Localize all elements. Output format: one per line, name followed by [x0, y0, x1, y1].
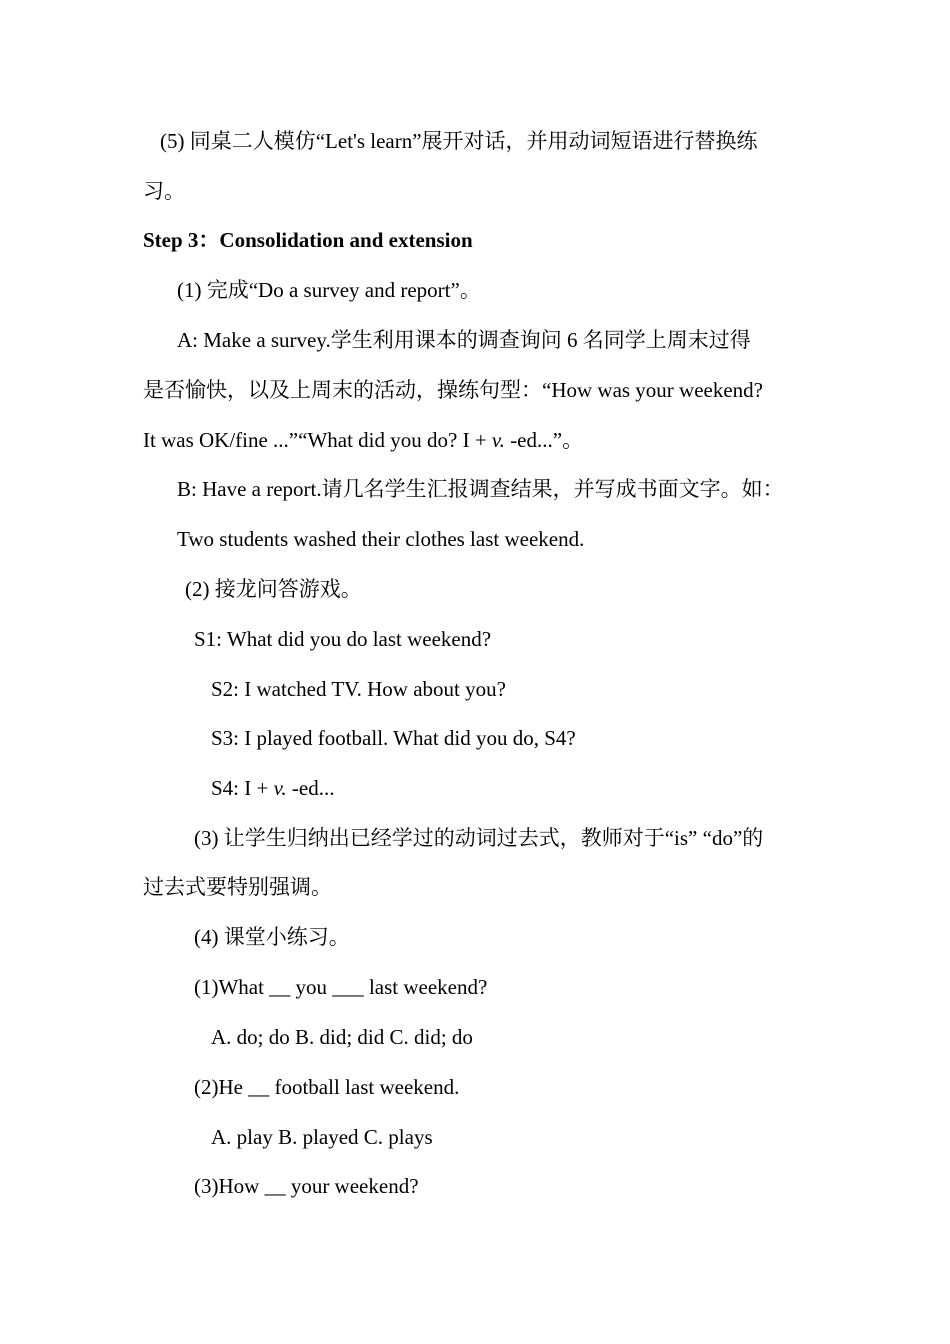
verb-abbrev: v.	[273, 776, 287, 800]
exercise-question-2: (2)He __ football last weekend.	[194, 1075, 460, 1099]
dialogue-s1: S1: What did you do last weekend?	[194, 627, 492, 651]
sentence-pattern-end: -ed...”。	[504, 428, 584, 452]
report-example: Two students washed their clothes last weekend.	[177, 527, 585, 551]
survey-instruction: A: Make a survey.学生利用课本的调查询问 6 名同学上周末过得	[177, 328, 751, 352]
report-instruction: B: Have a report.请几名学生汇报调查结果，并写成书面文字。如：	[177, 477, 784, 501]
survey-instruction-cont: 是否愉快，以及上周末的活动，操练句型：“How was your weekend?	[143, 378, 764, 402]
item-chain-game: (2) 接龙问答游戏。	[185, 577, 362, 601]
exercise-options-1: A. do; do B. did; did C. did; do	[211, 1025, 473, 1049]
dialogue-s2: S2: I watched TV. How about you?	[211, 677, 506, 701]
item-classroom-exercise: (4) 课堂小练习。	[194, 925, 350, 949]
dialogue-s3: S3: I played football. What did you do, S4?	[211, 726, 576, 750]
paragraph-step2-item5-cont: 习。	[143, 179, 185, 203]
dialogue-s4-end: -ed...	[286, 776, 335, 800]
survey-sentence-pattern	[143, 426, 583, 454]
item-past-tense-summary-cont: 过去式要特别强调。	[143, 875, 332, 899]
exercise-question-3: (3)How __ your weekend?	[194, 1174, 419, 1198]
paragraph-step2-item5: (5) 同桌二人模仿“Let's learn”展开对话，并用动词短语进行替换练	[160, 129, 758, 153]
exercise-question-1: (1)What __ you ___ last weekend?	[194, 975, 488, 999]
exercise-options-2: A. play B. played C. plays	[211, 1125, 433, 1149]
step3-heading: Step 3：Consolidation and extension	[143, 228, 473, 252]
item-past-tense-summary: (3) 让学生归纳出已经学过的动词过去式，教师对于“is” “do”的	[194, 826, 764, 850]
dialogue-s4	[211, 774, 334, 802]
verb-abbrev: v.	[491, 428, 505, 452]
dialogue-s4-text: S4: I +	[211, 776, 274, 800]
sentence-pattern-text: It was OK/fine ...”“What did you do? I +	[143, 428, 492, 452]
item-survey-report: (1) 完成“Do a survey and report”。	[177, 278, 481, 302]
